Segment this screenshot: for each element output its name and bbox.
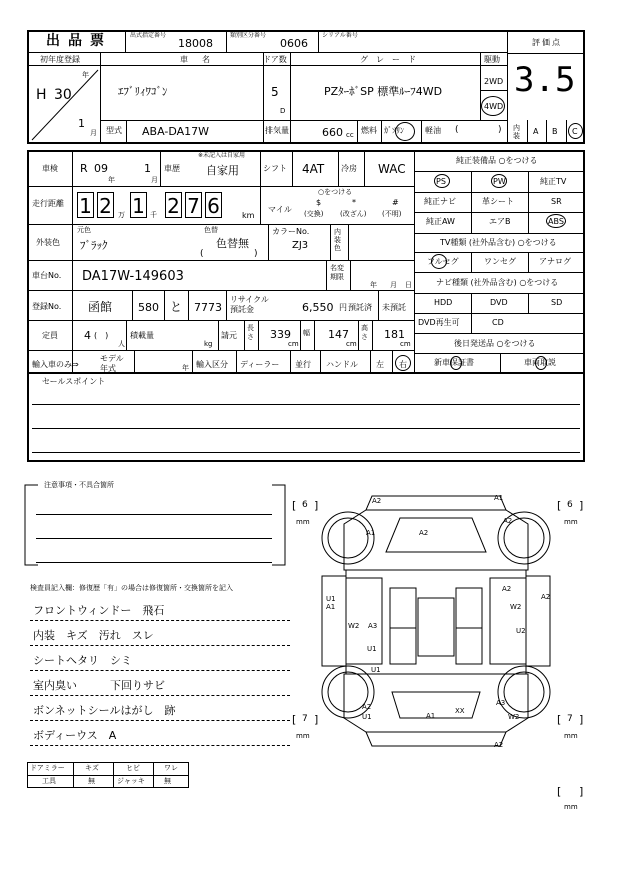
tire-fr-value: 6 (567, 500, 573, 510)
tire-fl-bracket: ] (314, 499, 319, 512)
capacity-label: 定員 (42, 331, 58, 340)
fuel-value: ｶﾞｿﾘﾝ (384, 126, 404, 135)
tire-fl-bracket: [ (292, 499, 297, 512)
interior-b: B (552, 127, 558, 136)
import-label: 輸入車のみ⇒ (32, 360, 79, 369)
damage-mark: A2 (362, 703, 372, 711)
drive-4wd-circle (481, 96, 505, 116)
plate-label: 登録No. (32, 302, 62, 311)
len-value: 339 (270, 328, 291, 341)
sales-point-label: セールスポイント (42, 377, 106, 386)
drive-2wd: 2WD (484, 77, 504, 86)
equip-abs-circle (546, 214, 566, 228)
mileage-man: 万 (118, 211, 125, 219)
note-line: 内装 キズ 汚れ スレ (33, 629, 154, 642)
tire-rr-bracket: [ (557, 713, 562, 726)
later-warranty: 新車保証書 (434, 358, 474, 367)
tire-fr-mm: mm (564, 518, 578, 526)
tire-spare-mm: mm (564, 803, 578, 811)
score-value: 3.5 (514, 60, 576, 100)
legend-h: ヒビ (126, 764, 140, 772)
reg-value: 18008 (178, 37, 213, 50)
door-suffix: D (280, 107, 286, 115)
tire-fl-mm: mm (296, 518, 310, 526)
form-title: 出品票 (46, 33, 112, 49)
equip-tv: 純正TV (540, 177, 567, 186)
inspection-year-unit: 年 (108, 176, 115, 184)
damage-mark: A1 (326, 603, 336, 611)
doors-label: ドア数 (263, 55, 287, 64)
import-dealer: ディーラー (240, 360, 280, 369)
model-value: ABA-DA17W (142, 125, 209, 138)
damage-mark: XX (455, 707, 465, 715)
damage-mark: A2 (372, 497, 382, 505)
damage-mark: A1 (494, 494, 504, 502)
name-label: 車名 (180, 55, 224, 64)
damage-mark: U1 (326, 595, 336, 603)
serial-label: シリアル番号 (322, 32, 358, 39)
score-label: 評価点 (532, 38, 562, 47)
mileage-digit: 1 (77, 192, 94, 218)
capacity-paren: ( ) (94, 331, 109, 340)
mileage-digit: 2 (97, 192, 114, 218)
color-label: 外装色 (36, 238, 60, 247)
ac-label: 冷房 (341, 164, 357, 173)
inspection-label: 車検 (42, 164, 58, 173)
tire-rl-bracket: [ (292, 713, 297, 726)
inspection-month-unit: 月 (151, 176, 158, 184)
history-note: ※未記入は自家用 (198, 152, 246, 159)
wid-label: 幅 (303, 329, 310, 337)
model-label: 型式 (106, 126, 122, 135)
note-line: 室内臭い 下回りサビ (33, 679, 165, 692)
load-kg: kg (204, 340, 213, 348)
interior-color-label: 内装色 (334, 228, 341, 252)
equip-leather: 革シート (482, 197, 514, 206)
year-unit: 年 (82, 71, 89, 79)
color-orig-label: 元色 (77, 226, 91, 234)
damage-mark: A2 (419, 529, 429, 537)
notes-bracket (24, 481, 286, 566)
legend-h: キズ (85, 764, 99, 772)
damage-mark: A2 (502, 585, 512, 593)
hei-label: 高さ (361, 324, 368, 341)
year-value: 30 (54, 87, 72, 103)
recycle-status: 預託済 (348, 303, 372, 312)
history-value: 自家用 (206, 164, 239, 177)
damage-mark: W2 (510, 603, 522, 611)
legend-h: ワレ (164, 764, 178, 772)
damage-mark: A3 (496, 699, 506, 707)
grade-label: グレード (360, 55, 424, 64)
len-label: 長さ (247, 324, 254, 341)
model-year-label: モデル年式 (100, 354, 124, 373)
note-line: シートヘタリ シミ (33, 654, 132, 667)
year-era: H (36, 87, 47, 103)
import-class-label: 輸入区分 (196, 360, 228, 369)
damage-mark: A1 (366, 529, 376, 537)
mileage-opt-mile: マイル (268, 205, 292, 214)
disp-unit: cc (346, 131, 354, 139)
later-warranty-circle (450, 356, 462, 370)
equip-ps: PS (436, 177, 446, 186)
handle-left: 左 (376, 360, 384, 369)
tire-rl-mm: mm (296, 732, 310, 740)
plate-number: 7773 (194, 301, 222, 314)
shift-value: 4AT (302, 162, 325, 176)
category-label: 類別区分番号 (230, 32, 267, 39)
history-label: 車歴 (164, 164, 180, 173)
deadline-y: 年 (370, 281, 377, 289)
interior-a: A (533, 127, 539, 136)
color-orig: ﾌﾞﾗｯｸ (80, 239, 108, 252)
tv-title: TV種類 (社外品含む) ○をつける (440, 238, 557, 247)
equip-pw: PW (493, 177, 506, 186)
interior-label: 内装 (513, 124, 520, 140)
category-value: 0606 (280, 37, 308, 50)
equip-ps-circle (434, 174, 450, 188)
handle-right: 右 (399, 360, 407, 369)
paren-close: ) (498, 125, 502, 135)
capacity-value: 4 (84, 329, 91, 342)
legend-h: ドアミラー (30, 764, 65, 772)
tv-analog: アナログ (539, 257, 571, 266)
drive-4wd: 4WD (484, 102, 504, 111)
recycle-value: 6,550 (302, 301, 334, 314)
mileage-mark-label: ○をつける (318, 188, 353, 196)
mileage-km: km (242, 211, 255, 220)
vehicle-name: ｴﾌﾞﾘｨﾜｺﾞﾝ (118, 85, 168, 98)
color-change-label: 色替 (204, 226, 218, 234)
navi-title: ナビ種類 (社外品含む) ○をつける (436, 278, 559, 287)
equip-sr: SR (551, 197, 562, 206)
tv-full-circle (431, 254, 447, 269)
paren-open: ( (455, 125, 459, 135)
tv-one: ワンセグ (484, 257, 516, 266)
damage-mark: U1 (362, 713, 372, 721)
hei-unit: cm (400, 340, 411, 348)
damage-mark: W2 (348, 622, 360, 630)
interior-c-circle (568, 123, 583, 139)
tire-rr-value: 7 (567, 714, 573, 724)
fuel-circle (395, 122, 415, 141)
doors-value: 5 (271, 85, 279, 99)
len-unit: cm (288, 340, 299, 348)
deadline-m: 月 (390, 281, 397, 289)
wid-unit: cm (346, 340, 357, 348)
import-year: 年 (182, 364, 189, 372)
mileage-opt-unknown: # (392, 198, 399, 207)
drive-label: 駆動 (484, 55, 500, 64)
damage-mark: A2 (541, 593, 551, 601)
color-code: ZJ3 (292, 240, 309, 251)
deadline-d: 日 (405, 281, 412, 289)
equip-navi: 純正ナビ (424, 197, 456, 206)
interior-c: C (572, 127, 578, 136)
later-manual: 車両取説 (524, 358, 556, 367)
tire-rl-value: 7 (302, 714, 308, 724)
fuel-label: 燃料 (361, 126, 377, 135)
damage-mark: A2 (494, 741, 504, 749)
color-code-label: カラーNo. (272, 227, 310, 236)
note-line: ボディーウス A (33, 729, 117, 742)
damage-mark: A3 (368, 622, 378, 630)
hei-value: 181 (384, 328, 405, 341)
tire-rl-bracket: ] (314, 713, 319, 726)
tire-fl-value: 6 (302, 500, 308, 510)
sales-label: 請元 (221, 331, 237, 340)
damage-mark: W2 (508, 713, 520, 721)
plate-city: 函館 (88, 300, 113, 314)
dvd-label: DVD再生可 (418, 318, 460, 327)
tire-spare-bracket: ] (579, 785, 584, 798)
tire-rr-mm: mm (564, 732, 578, 740)
plate-class: 580 (138, 301, 159, 314)
tire-fr-bracket: ] (579, 499, 584, 512)
ac-value: WAC (378, 162, 406, 176)
handle-right-circle (395, 355, 411, 371)
mileage-label: 走行距離 (32, 199, 64, 208)
legend-v: 工具 (42, 777, 56, 785)
mileage-digit: 2 (165, 192, 182, 218)
damage-mark: U1 (367, 645, 377, 653)
navi-hdd: HDD (434, 298, 453, 307)
load-label: 積載量 (130, 331, 154, 340)
tv-full: フルセグ (427, 257, 459, 266)
plate-kana: と (170, 300, 183, 314)
deadline-label: 名変期限 (330, 264, 344, 281)
mileage-digit: 7 (185, 192, 202, 218)
mileage-desc-exchange: (交換) (304, 210, 324, 218)
disp-value: 660 (322, 126, 343, 139)
year-label: 初年度登録 (40, 55, 80, 64)
color-change: 色替無 (216, 237, 249, 250)
navi-dvd: DVD (490, 298, 508, 307)
mileage-digit: 1 (130, 192, 147, 218)
recycle-unit: 円 (339, 303, 347, 312)
month-unit: 月 (90, 129, 97, 137)
reg-label: 出式指定番号 (130, 32, 167, 39)
legend-v: 無 (164, 777, 171, 785)
inspection-month: 1 (144, 162, 151, 175)
navi-sd: SD (551, 298, 563, 307)
equip-abs: ABS (548, 217, 564, 226)
car-diagram (300, 478, 570, 768)
import-parallel: 並行 (295, 360, 311, 369)
inspector-note: 検査員記入欄：修復歴「有」の場合は修復箇所・交換箇所を記入 (30, 584, 233, 592)
shift-label: シフト (263, 164, 287, 173)
mileage-digit: 6 (205, 192, 222, 218)
damage-mark: U1 (371, 666, 381, 674)
legend-v: ジャッキ (117, 777, 145, 785)
mileage-desc-unknown: (不明) (382, 210, 402, 218)
navi-cd: CD (492, 318, 504, 327)
chassis-label: 車台No. (32, 271, 62, 280)
mileage-sen: 千 (150, 211, 157, 219)
equip-aw: 純正AW (426, 217, 455, 226)
inspection-year: 09 (94, 162, 108, 175)
equipment-title: 純正装備品 ○をつける (456, 156, 538, 165)
damage-mark: U2 (516, 627, 526, 635)
month-value: 1 (78, 117, 85, 130)
mileage-opt-tamper: * (352, 198, 356, 207)
damage-mark: A2 (503, 517, 513, 525)
mileage-opt-exchange: $ (316, 198, 322, 207)
equip-airbag: エアB (489, 217, 511, 226)
tire-spare-bracket: [ (557, 785, 562, 798)
later-manual-circle (535, 356, 547, 370)
recycle-status2: 未預託 (382, 303, 406, 312)
capacity-person: 人 (118, 340, 125, 348)
damage-mark: A1 (426, 712, 436, 720)
chassis-value: DA17W-149603 (82, 269, 184, 284)
grade-value: PZﾀｰﾎﾞSP 標準ﾙｰﾌ4WD (324, 85, 443, 98)
wid-value: 147 (328, 328, 349, 341)
oil-label: 軽油 (425, 126, 441, 135)
tire-rr-bracket: ] (579, 713, 584, 726)
color-paren-open: ( (200, 249, 204, 259)
tire-fr-bracket: [ (557, 499, 562, 512)
equip-pw-circle (491, 174, 507, 188)
color-paren-close: ) (254, 249, 258, 259)
disp-label: 排気量 (265, 126, 289, 135)
note-line: ボンネットシールはがし 跡 (33, 704, 176, 717)
inspection-era: R (80, 162, 88, 175)
recycle-label: リサイクル預託金 (230, 295, 269, 314)
mileage-desc-tamper: (改ざん) (340, 210, 367, 218)
notes-label: 注意事項・不具合箇所 (44, 481, 114, 489)
handle-label: ハンドル (326, 360, 358, 369)
note-line: フロントウィンドー 飛石 (33, 604, 165, 617)
later-title: 後日発送品 ○をつける (454, 339, 536, 348)
legend-v: 無 (88, 777, 95, 785)
